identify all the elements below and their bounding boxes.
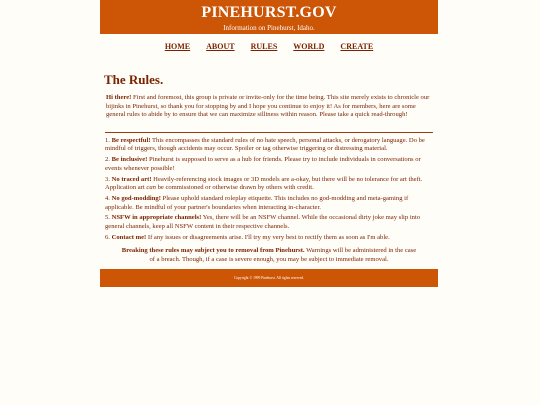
rule-item-4 (105, 195, 433, 212)
page-heading: The Rules. (104, 72, 164, 87)
warning-bold: Breaking these rules may subject you to removal from Pinehurst. (121, 247, 305, 255)
rule-title: NSFW in appropriate channels! (111, 214, 202, 222)
main-nav (100, 42, 438, 56)
site-header (100, 0, 438, 34)
rule-number: 4. (105, 194, 110, 202)
intro-text: First and foremost, this group is private or invite-only for the time being. This site merely exists to chronicle our bijinks in Pinehurst, so thank you for stopping by and I hope you continue to enjoy it! As for members, here are some general rules to abide by to ensure that we can maximize silliness within reason. Please take a quick read-through! (106, 94, 430, 119)
nav-world-link[interactable]: WORLD (293, 42, 325, 51)
rule-text-after: be commissioned or otherwise drawn by others with credit. (155, 184, 314, 192)
rule-emphasis: can (146, 184, 156, 192)
warning-text: Warnings will be administered in the case of a breach. Though, if a case is severe enough, you may be subject to immediate removal. (149, 247, 417, 263)
rule-number: 3. (105, 175, 110, 183)
section-divider (105, 132, 433, 133)
nav-home-link[interactable]: HOME (164, 42, 191, 51)
rule-title: No traced art! (111, 175, 152, 183)
copyright-text: Copyright © 1999 Pinehurst. All rights reserved. (233, 276, 304, 281)
rule-title: Contact me! (111, 233, 147, 241)
site-subtitle: Information on Pinehurst, Idaho. (223, 24, 315, 32)
site-title: PINEHURST.GOV (201, 4, 337, 21)
rule-number: 6. (105, 233, 110, 241)
rules-list (105, 137, 433, 242)
rule-item-5 (105, 214, 433, 231)
warning-notice (105, 247, 433, 264)
rule-number: 1. (105, 136, 110, 144)
site-footer (100, 269, 438, 287)
rule-number: 5. (105, 214, 110, 222)
nav-about-link[interactable]: ABOUT (206, 42, 235, 51)
rule-text: Yes, there will be an NSFW channel. While the occasional dirty joke may slip into general channels, keep all NSFW content in their respective channels. (105, 214, 421, 230)
intro-greeting: Hi there! (106, 94, 132, 101)
rule-text-before: Heavily-referencing stock images or 3D models are a-okay, but there will be no tolerance for art theft. Application art (105, 175, 423, 192)
rule-text: This encompasses the standard rules of no hate speech, personal attacks, or derogatory language. Do be mindful of triggers, though accidents may occur. Spoiler or tag otherwise triggering or distressing material. (105, 136, 425, 153)
rule-item-2 (105, 156, 433, 173)
intro-paragraph (105, 94, 433, 120)
rule-text: If any issues or disagreements arise. I'll try my very best to rectify them as soon as I'm able. (146, 233, 390, 241)
rule-text: Please uphold standard roleplay etiquette. This includes no god-modding and meta-gaming if applicable. Be mindful of your partner's boundaries when interacting in-character. (105, 194, 409, 211)
nav-create-link[interactable]: CREATE (340, 42, 374, 51)
rule-title: No god-modding! (111, 194, 161, 202)
nav-rules-link[interactable]: RULES (250, 42, 278, 51)
rule-text: Pinehurst is supposed to serve as a hub for friends. Please try to include individuals in conversations or events whenever possible! (105, 156, 421, 172)
rule-item-6 (105, 234, 433, 243)
rule-item-3 (105, 176, 433, 193)
rule-number: 2. (105, 156, 110, 164)
main-content (100, 72, 438, 264)
rule-item-1 (105, 137, 433, 154)
rule-title: Be respectful! (111, 136, 151, 144)
rule-title: Be inclusive! (111, 156, 148, 164)
page-container (100, 0, 438, 287)
